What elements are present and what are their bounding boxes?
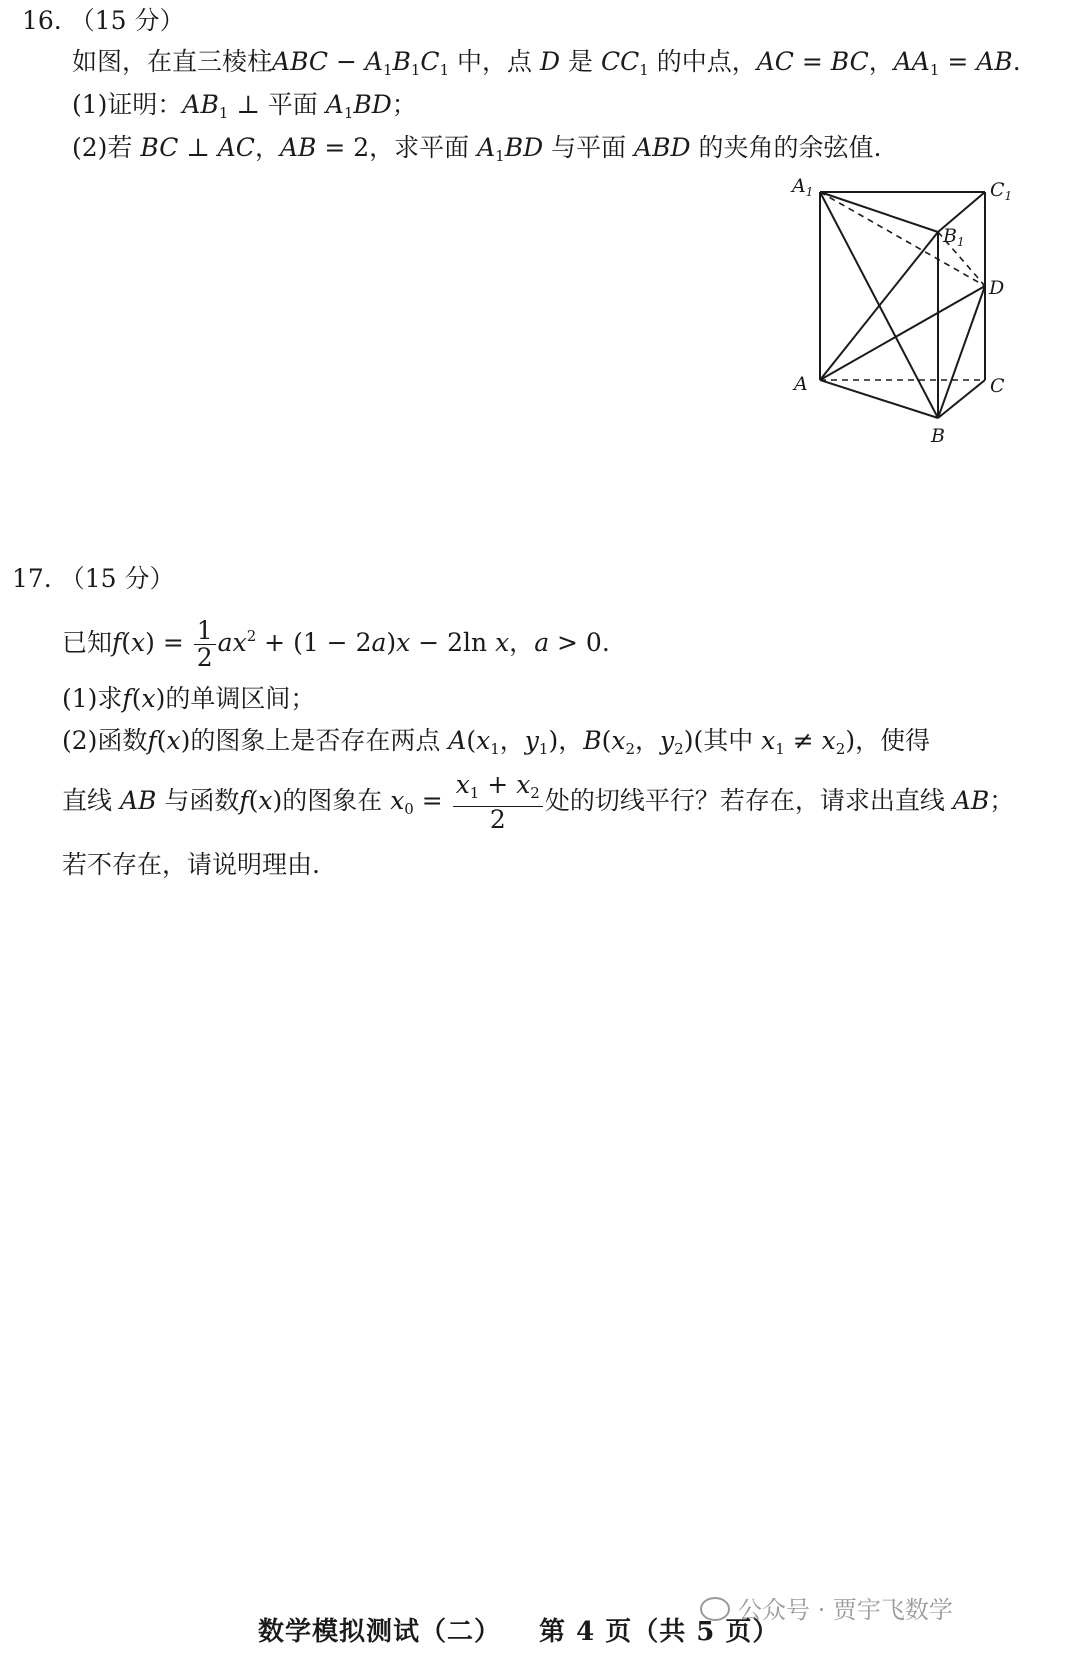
text: ≠ (784, 726, 822, 755)
text: 1 (382, 61, 393, 79)
label-b: B (931, 425, 945, 447)
text: 已知 (62, 628, 113, 657)
edge-ad (820, 286, 985, 380)
text: ax (217, 628, 247, 657)
text: x (166, 726, 181, 755)
text: (2)若 (72, 133, 141, 162)
text: > 0. (549, 628, 610, 657)
q16-part2 (72, 131, 881, 173)
prism-diagram (792, 175, 1070, 470)
text: 若不存在，请说明理由. (62, 850, 320, 879)
q16-part1 (72, 88, 417, 130)
text: (1)证明： (72, 90, 183, 119)
label-c: C (990, 375, 1005, 397)
text: 与函数 (156, 786, 240, 815)
text: x (258, 786, 273, 815)
text: f (147, 726, 157, 755)
text: y (524, 726, 539, 755)
text: ( (121, 628, 132, 657)
text: ) (386, 628, 397, 657)
text: AA (893, 47, 930, 76)
text: ， (635, 726, 661, 755)
q16-points: （15 分） (69, 6, 185, 35)
page-footer (258, 1611, 817, 1648)
text: x (476, 726, 491, 755)
q17-points: （15 分） (59, 564, 175, 593)
text: ABC (272, 47, 329, 76)
text: = 2，求平面 (316, 133, 478, 162)
text: BD (504, 133, 544, 162)
text: x (611, 726, 626, 755)
label-d: D (989, 277, 1005, 299)
text: CC (600, 47, 640, 76)
text: BC (140, 133, 179, 162)
text: 1 (194, 618, 216, 645)
text: f (122, 684, 132, 713)
fraction-midpoint (453, 772, 543, 833)
text: ⊥ (178, 133, 218, 162)
text: x (821, 726, 836, 755)
text: ( (248, 786, 259, 815)
text: 1 (469, 784, 480, 802)
fraction-numerator (453, 772, 543, 807)
text: (1)求 (62, 684, 123, 713)
text: A (477, 133, 496, 162)
text: ) = (145, 628, 192, 657)
q17-function (62, 608, 610, 671)
text: )的图象在 (272, 786, 391, 815)
text: ( (131, 684, 142, 713)
text: AB (279, 133, 317, 162)
text: x (390, 786, 405, 815)
text: a (371, 628, 387, 657)
text: AB (119, 786, 157, 815)
text: ( (156, 726, 167, 755)
text: x (761, 726, 776, 755)
text: 与平面 (543, 133, 635, 162)
text: + (1 − 2 (256, 628, 372, 657)
text: f (112, 628, 122, 657)
text: a (534, 628, 550, 657)
text: − 2ln (410, 628, 496, 657)
text: 2 (196, 643, 213, 672)
text: )，使得 (845, 726, 931, 755)
text: A (364, 47, 383, 76)
text: 1 (439, 61, 450, 79)
text: ABD (634, 133, 691, 162)
text: B (392, 47, 411, 76)
text: 0 (404, 800, 414, 818)
text: ( (601, 726, 612, 755)
text: AB (182, 90, 219, 119)
text: A (448, 726, 467, 755)
text: C (420, 47, 440, 76)
text: − (328, 47, 365, 76)
fraction-half (194, 618, 216, 671)
label-a1: $A_1$ (792, 175, 814, 199)
text: BC (830, 47, 869, 76)
text: 1 (218, 104, 229, 122)
text: ； (391, 90, 417, 119)
text: 1 (639, 61, 649, 79)
text: 1 (775, 740, 785, 758)
text: ， (499, 726, 525, 755)
text: y (660, 726, 675, 755)
text: ⊥ 平面 (228, 90, 326, 119)
text: )(其中 (683, 726, 762, 755)
text: x (141, 684, 156, 713)
q17-part2-line3 (62, 848, 320, 882)
text: 2 (674, 740, 684, 758)
text: = (413, 786, 451, 815)
q17-part2-line2 (62, 772, 1014, 837)
text: 1 (410, 61, 421, 79)
text: ， (509, 628, 535, 657)
text: x (455, 770, 470, 799)
text: x (516, 770, 531, 799)
footer-title: 数学模拟测试（二） (258, 1617, 502, 1647)
text: x (396, 628, 411, 657)
q16-header (22, 4, 184, 38)
text: 直线 (62, 786, 120, 815)
text: BD (353, 90, 392, 119)
text: ( (466, 726, 477, 755)
text: )的单调区间； (155, 684, 316, 713)
q16-intro (72, 45, 1021, 87)
footer-page: 第 4 页（共 5 页） (539, 1617, 780, 1647)
label-b1: $B_1$ (943, 225, 965, 249)
text: 中，点 (449, 47, 541, 76)
label-a: A (794, 373, 808, 395)
text: ； (989, 786, 1015, 815)
text: (2)函数 (62, 726, 148, 755)
text: D (540, 47, 561, 76)
text: AC (756, 47, 794, 76)
text: )的图象上是否存在两点 (180, 726, 449, 755)
text: 是 (560, 47, 601, 76)
text: 2 (246, 627, 257, 645)
text: B (583, 726, 602, 755)
text: )， (548, 726, 584, 755)
text: A (325, 90, 344, 119)
q17-part1 (62, 682, 315, 716)
text: 1 (929, 61, 940, 79)
text: 处的切线平行？若存在，请求出直线 (544, 786, 953, 815)
text: AB (952, 786, 990, 815)
text: 2 (489, 805, 506, 834)
q17-number: 17. (12, 564, 52, 593)
text: 2 (625, 740, 635, 758)
text: 2 (835, 740, 846, 758)
text: AC (217, 133, 255, 162)
text: 如图，在直三棱柱 (72, 47, 273, 76)
text: 1 (490, 740, 500, 758)
text: 的中点， (648, 47, 757, 76)
text: . (1012, 47, 1021, 76)
text: = (939, 47, 977, 76)
text: 1 (538, 740, 549, 758)
label-c1: $C_1$ (990, 179, 1013, 203)
text: AB (976, 47, 1013, 76)
prism-figure (792, 175, 1070, 470)
watermark-text: 公众号 · 贾宇飞数学 (738, 1596, 953, 1624)
text: 的夹角的余弦值. (690, 133, 882, 162)
text: f (239, 786, 249, 815)
text: 2 (530, 784, 540, 802)
edge-ab1 (820, 232, 938, 380)
text: 1 (495, 147, 505, 165)
text: 1 (343, 104, 354, 122)
q17-part2 (62, 724, 930, 766)
text: + (479, 770, 517, 799)
text: ， (254, 133, 280, 162)
text: ， (868, 47, 894, 76)
q16-number: 16. (22, 6, 62, 35)
text: = (793, 47, 831, 76)
text: x (495, 628, 510, 657)
q17-header (12, 562, 174, 596)
text: x (131, 628, 146, 657)
